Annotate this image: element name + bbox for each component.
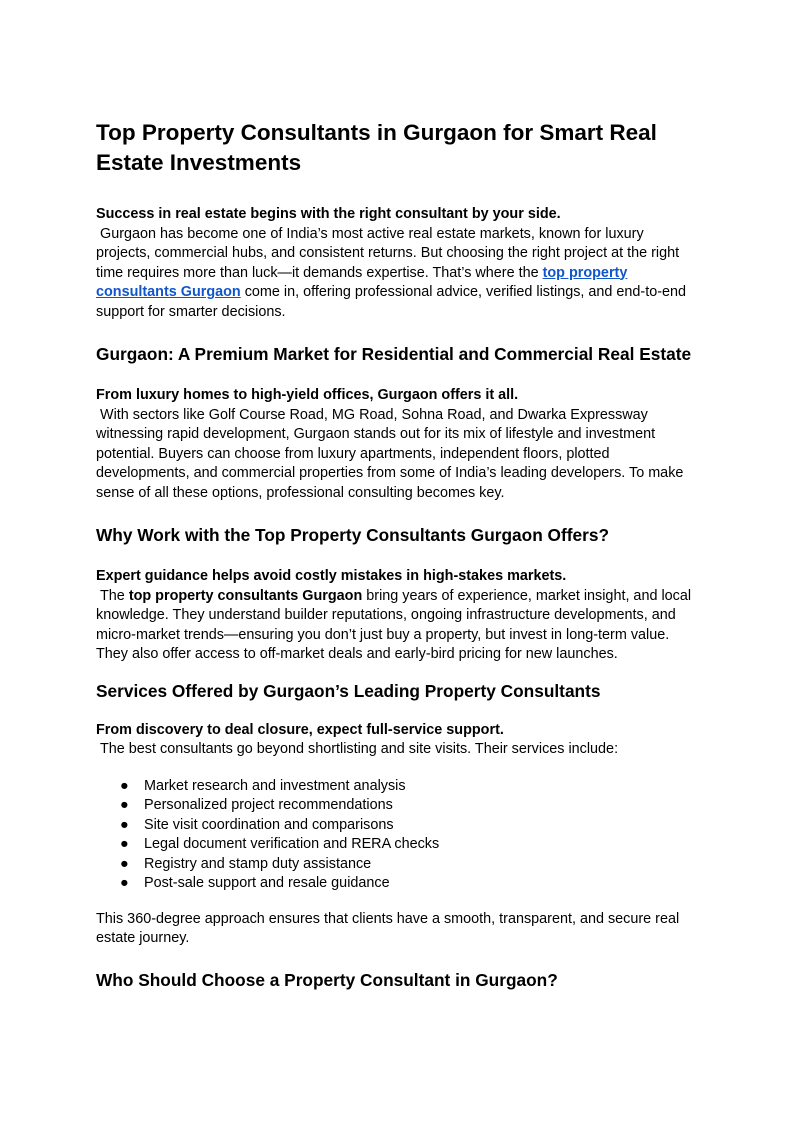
page-title: Top Property Consultants in Gurgaon for Smart Real Estate Investments (96, 120, 657, 175)
services-lead: From discovery to deal closure, expect full-service support. (96, 721, 504, 738)
intro-lead: Success in real estate begins with the right consultant by your side. (96, 206, 561, 222)
market-paragraph (96, 386, 700, 503)
list-item: ● Registry and stamp duty assistance (96, 855, 700, 875)
bullet-icon: ● (120, 777, 129, 794)
bullet-icon: ● (120, 836, 129, 852)
why-paragraph (96, 567, 700, 665)
market-body: With sectors like Golf Course Road, MG Road, Sohna Road, and Dwarka Expressway witnessing rapid development, Gurgaon stands out for its mix of lifestyle and investment potential. Buyers can choose from luxury apartments, independent floors, plotted developments, and commercial properties from some of India’s leading developers. To make sense of all these options, professional consulting becomes key. (96, 406, 684, 501)
bullet-icon: ● (120, 855, 129, 872)
list-item: ● Personalized project recommendations (96, 796, 700, 816)
list-item: ● Post-sale support and resale guidance (96, 874, 700, 894)
bullet-icon: ● (120, 797, 129, 813)
heading-services: Services Offered by Gurgaon’s Leading Property Consultants (96, 680, 601, 701)
document-page (96, 118, 700, 991)
intro-text-after-link: come in, offering professional advice, verified listings, and end-to-end support for smarter decisions. (96, 284, 687, 320)
list-item: ● Site visit coordination and comparisons (96, 816, 700, 836)
list-item: ● Market research and investment analysis (96, 777, 700, 797)
services-body: The best consultants go beyond shortlisting and site visits. Their services include: (100, 741, 619, 757)
intro-paragraph (96, 205, 700, 322)
why-body-bold: top property consultants Gurgaon (128, 587, 363, 604)
services-closing: This 360-degree approach ensures that clients have a smooth, transparent, and secure real estate journey. (96, 910, 680, 946)
why-lead: Expert guidance helps avoid costly mistakes in high-stakes markets. (96, 568, 567, 584)
list-item: ● Legal document verification and RERA checks (96, 835, 700, 855)
heading-why: Why Work with the Top Property Consultants Gurgaon Offers? (96, 525, 610, 545)
services-paragraph (96, 721, 700, 760)
why-body-before-bold: The (100, 587, 125, 604)
heading-who: Who Should Choose a Property Consultant in Gurgaon? (96, 969, 558, 990)
heading-market: Gurgaon: A Premium Market for Residential and Commercial Real Estate (96, 344, 692, 364)
bullet-icon: ● (120, 875, 129, 891)
market-lead: From luxury homes to high-yield offices, Gurgaon offers it all. (96, 387, 519, 403)
bullet-icon: ● (120, 816, 129, 833)
top-property-consultants-link[interactable]: top property consultants Gurgaon (96, 264, 628, 300)
intro-text-before-link: Gurgaon has become one of India’s most active real estate markets, known for luxury projects, commercial hubs, and consistent returns. But choosing the right project at the right time requires more than luck—it demands expertise. That’s where the (96, 225, 680, 281)
why-body-after-bold: bring years of experience, market insight, and local knowledge. They understand builder reputations, ongoing infrastructure developments, and micro-market trends—ensuring you don’t just buy a property, but invest in long-term value. They also offer access to off-market deals and early-bird pricing for new launches. (96, 587, 692, 662)
services-list (96, 777, 700, 894)
